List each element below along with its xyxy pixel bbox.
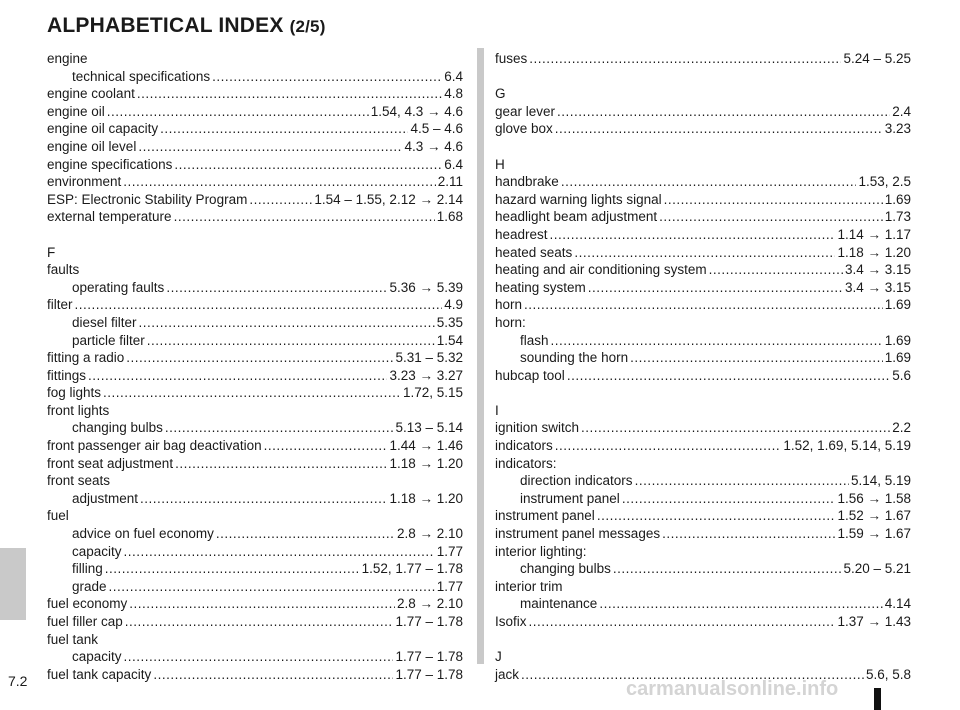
page-reference: 5.36 → 5.39	[389, 279, 463, 295]
index-entry	[495, 120, 911, 138]
leader-dots	[581, 419, 890, 437]
page-reference: 4.14	[884, 596, 911, 612]
leader-dots	[88, 367, 387, 385]
leader-dots	[249, 191, 312, 209]
entry-label: engine coolant	[47, 86, 135, 102]
leader-dots	[174, 156, 442, 174]
leader-dots	[664, 191, 883, 209]
page-title-part: (2/5)	[289, 17, 326, 36]
leader-dots	[139, 314, 435, 332]
entry-label: adjustment	[72, 490, 139, 506]
entry-label: direction indicators	[520, 473, 633, 489]
leader-dots	[166, 279, 387, 297]
leader-dots	[125, 613, 394, 631]
page-reference: 1.77	[436, 578, 463, 594]
index-entry	[47, 613, 463, 631]
leader-dots	[635, 472, 849, 490]
page-reference: 4.3 → 4.6	[404, 138, 463, 154]
index-subentry	[47, 560, 463, 578]
page-number: 7.2	[8, 673, 28, 689]
entry-label: technical specifications	[72, 68, 211, 84]
entry-label: fuel	[47, 508, 69, 524]
index-entry	[495, 314, 911, 332]
letter-heading: J	[495, 649, 502, 665]
page-reference: 5.6	[892, 367, 911, 383]
index-entry	[47, 666, 463, 684]
index-entry	[47, 472, 463, 490]
leader-dots	[551, 332, 883, 350]
index-entry	[495, 208, 911, 226]
entry-label: handbrake	[495, 174, 559, 190]
entry-label: hubcap tool	[495, 367, 565, 383]
leader-dots	[216, 525, 395, 543]
entry-label: headlight beam adjustment	[495, 209, 658, 225]
index-subentry	[495, 349, 911, 367]
letter-heading: F	[47, 244, 56, 260]
page-reference: 1.72, 5.15	[402, 385, 463, 401]
page-reference: 1.18 → 1.20	[389, 455, 463, 471]
spacer	[495, 384, 911, 402]
leader-dots	[129, 595, 395, 613]
index-entry	[47, 156, 463, 174]
entry-label: ignition switch	[495, 420, 580, 436]
index-entry	[47, 261, 463, 279]
page-reference: 2.4	[892, 103, 911, 119]
spacer	[47, 226, 463, 244]
entry-label: filling	[72, 561, 103, 577]
entry-label: capacity	[72, 649, 122, 665]
entry-label: horn	[495, 297, 523, 313]
leader-dots	[622, 490, 836, 508]
index-subentry	[47, 578, 463, 596]
leader-dots	[557, 103, 890, 121]
leader-dots	[174, 208, 435, 226]
leader-dots	[109, 578, 435, 596]
entry-label: glove box	[495, 121, 553, 137]
page-reference: 2.2	[892, 420, 911, 436]
entry-label: ESP: Electronic Stability Program	[47, 191, 248, 207]
index-subentry	[495, 490, 911, 508]
index-entry	[495, 261, 911, 279]
page-reference: 1.69	[884, 297, 911, 313]
entry-label: fuel economy	[47, 596, 128, 612]
index-entry	[47, 85, 463, 103]
leader-dots	[659, 208, 883, 226]
index-entry	[47, 455, 463, 473]
entry-label: sounding the horn	[520, 350, 629, 366]
entry-label: indicators:	[495, 455, 557, 471]
entry-label: diesel filter	[72, 314, 137, 330]
page-reference: 6.4	[444, 68, 463, 84]
entry-label: fuel filler cap	[47, 614, 123, 629]
index-entry	[47, 384, 463, 402]
page-reference: 4.8	[444, 86, 463, 102]
index-entry	[47, 50, 463, 68]
entry-label: engine specifications	[47, 156, 173, 172]
page-title	[47, 14, 326, 38]
leader-dots	[124, 648, 394, 666]
entry-label: fitting a radio	[47, 350, 125, 366]
leader-dots	[588, 279, 843, 297]
entry-label: engine	[47, 51, 88, 66]
page-reference: 1.68	[436, 209, 463, 225]
page-reference: 1.54, 4.3 → 4.6	[370, 103, 463, 119]
page-reference: 5.14, 5.19	[850, 473, 911, 489]
index-entry	[495, 578, 911, 596]
page-reference: 1.54	[436, 332, 463, 348]
index-entry	[495, 191, 911, 209]
index-entry	[47, 120, 463, 138]
index-subentry	[495, 332, 911, 350]
page-reference: 6.4	[444, 156, 463, 172]
index-column-left	[47, 50, 463, 683]
page-reference: 1.69	[884, 332, 911, 348]
page-reference: 1.37 → 1.43	[837, 614, 911, 629]
page-reference: 1.77 – 1.78	[395, 614, 463, 629]
entry-label: Isofix	[495, 614, 527, 629]
leader-dots	[555, 437, 782, 455]
leader-dots	[212, 68, 442, 86]
index-entry	[47, 349, 463, 367]
index-entry	[47, 437, 463, 455]
index-entry	[47, 173, 463, 191]
spacer	[495, 138, 911, 156]
index-subentry	[47, 68, 463, 86]
page-reference: 1.52 → 1.67	[837, 508, 911, 524]
entry-label: instrument panel	[520, 490, 620, 506]
page-reference: 1.14 → 1.17	[837, 226, 911, 242]
entry-label: fittings	[47, 367, 87, 383]
page-reference: 5.20 – 5.21	[843, 561, 911, 577]
page-reference: 3.23 → 3.27	[389, 367, 463, 383]
leader-dots	[574, 244, 835, 262]
entry-label: fuses	[495, 51, 528, 66]
leader-dots	[126, 349, 393, 367]
index-entry	[495, 419, 911, 437]
leader-dots	[123, 173, 435, 191]
entry-label: heated seats	[495, 244, 573, 260]
spacer	[495, 631, 911, 649]
leader-dots	[107, 103, 369, 121]
leader-dots	[550, 226, 836, 244]
index-entry	[47, 208, 463, 226]
index-entry	[495, 50, 911, 68]
index-entry	[495, 507, 911, 525]
page-reference: 2.11	[437, 174, 463, 190]
entry-label: external temperature	[47, 209, 172, 225]
leader-dots	[137, 85, 442, 103]
leader-dots	[597, 507, 836, 525]
index-subentry	[47, 490, 463, 508]
page-reference: 1.73	[884, 209, 911, 225]
index-entry	[495, 613, 911, 631]
leader-dots	[555, 120, 883, 138]
entry-label: heating system	[495, 279, 586, 295]
index-entry	[495, 173, 911, 191]
entry-label: instrument panel messages	[495, 526, 661, 542]
letter-heading: H	[495, 156, 505, 172]
entry-label: hazard warning lights signal	[495, 191, 662, 207]
entry-label: front passenger air bag deactivation	[47, 438, 262, 454]
page-reference: 1.53, 2.5	[858, 174, 911, 190]
entry-label: fuel tank	[47, 631, 99, 647]
index-entry	[47, 191, 463, 209]
page-reference: 2.8 → 2.10	[396, 596, 463, 612]
entry-label: grade	[72, 578, 107, 594]
entry-label: engine oil level	[47, 138, 137, 154]
index-subentry	[47, 648, 463, 666]
entry-label: horn:	[495, 314, 526, 330]
entry-label: advice on fuel economy	[72, 526, 214, 542]
entry-label: changing bulbs	[520, 561, 611, 577]
index-entry	[47, 631, 463, 649]
footer-watermark: carmanualsonline.info	[626, 678, 839, 700]
index-entry	[495, 437, 911, 455]
leader-dots	[160, 120, 408, 138]
leader-dots	[75, 296, 443, 314]
entry-label: gear lever	[495, 103, 556, 119]
entry-label: front seat adjustment	[47, 455, 174, 471]
page-reference: 1.56 → 1.58	[837, 490, 911, 506]
leader-dots	[567, 367, 890, 385]
leader-dots	[153, 666, 393, 684]
entry-label: interior lighting:	[495, 543, 587, 559]
page-reference: 5.6, 5.8	[865, 666, 911, 682]
page-reference: 1.69	[884, 191, 911, 207]
entry-label: engine oil	[47, 103, 105, 119]
leader-dots	[165, 419, 394, 437]
index-entry	[495, 279, 911, 297]
index-entry	[495, 244, 911, 262]
leader-dots	[147, 332, 435, 350]
page-reference: 4.9	[444, 297, 463, 313]
index-entry	[47, 367, 463, 385]
entry-label: interior trim	[495, 578, 563, 594]
leader-dots	[599, 595, 882, 613]
index-entry	[47, 507, 463, 525]
page-reference: 1.54 – 1.55, 2.12 → 2.14	[314, 191, 463, 207]
index-subentry	[47, 419, 463, 437]
page-reference: 3.23	[884, 121, 911, 137]
leader-dots	[138, 138, 402, 156]
page-reference: 1.77	[436, 543, 463, 559]
page-title-text: ALPHABETICAL INDEX	[47, 14, 284, 37]
leader-dots	[175, 455, 387, 473]
index-subentry	[495, 472, 911, 490]
page-reference: 3.4 → 3.15	[844, 262, 911, 278]
index-entry	[47, 103, 463, 121]
page-reference: 1.77 – 1.78	[395, 666, 463, 682]
entry-label: instrument panel	[495, 508, 595, 524]
page-reference: 1.18 → 1.20	[389, 490, 463, 506]
page-reference: 1.52, 1.69, 5.14, 5.19	[783, 438, 911, 454]
page-reference: 1.59 → 1.67	[837, 526, 911, 542]
entry-label: jack	[495, 666, 520, 682]
page-reference: 5.13 – 5.14	[395, 420, 463, 436]
leader-dots	[529, 50, 841, 68]
column-divider	[477, 48, 484, 664]
index-entry	[47, 138, 463, 156]
leader-dots	[103, 384, 401, 402]
page-reference: 1.77 – 1.78	[395, 649, 463, 665]
index-entry	[495, 367, 911, 385]
index-subentry	[47, 543, 463, 561]
index-entry	[47, 595, 463, 613]
entry-label: engine oil capacity	[47, 121, 159, 137]
index-column-right	[495, 50, 911, 683]
leader-dots	[124, 543, 435, 561]
index-entry	[495, 543, 911, 561]
leader-dots	[662, 525, 835, 543]
entry-label: headrest	[495, 226, 548, 242]
index-subentry	[47, 314, 463, 332]
index-entry	[495, 455, 911, 473]
index-subentry	[47, 332, 463, 350]
leader-dots	[613, 560, 842, 578]
index-subentry	[47, 525, 463, 543]
page-reference: 5.35	[436, 314, 463, 330]
leader-dots	[524, 296, 883, 314]
page-reference: 4.5 – 4.6	[410, 121, 463, 137]
index-entry	[47, 402, 463, 420]
entry-label: filter	[47, 297, 73, 313]
index-entry	[495, 296, 911, 314]
page-reference: 1.18 → 1.20	[837, 244, 911, 260]
index-entry	[495, 226, 911, 244]
entry-label: particle filter	[72, 332, 145, 348]
entry-label: capacity	[72, 543, 122, 559]
entry-label: fuel tank capacity	[47, 666, 152, 682]
entry-label: flash	[520, 332, 549, 348]
letter-heading: G	[495, 86, 506, 102]
index-entry	[495, 525, 911, 543]
section-tab-marker	[0, 548, 26, 620]
entry-label: fog lights	[47, 385, 102, 401]
entry-label: changing bulbs	[72, 420, 163, 436]
leader-dots	[105, 560, 360, 578]
entry-label: front seats	[47, 473, 111, 489]
entry-label: indicators	[495, 438, 553, 454]
page-reference: 5.24 – 5.25	[843, 51, 911, 66]
letter-heading: I	[495, 402, 499, 418]
entry-label: faults	[47, 262, 80, 278]
page-reference: 1.52, 1.77 – 1.78	[361, 561, 463, 577]
page-reference: 5.31 – 5.32	[395, 350, 463, 366]
index-subentry	[495, 595, 911, 613]
index-entry	[47, 296, 463, 314]
index-entry	[495, 103, 911, 121]
entry-label: heating and air conditioning system	[495, 262, 707, 278]
entry-label: maintenance	[520, 596, 598, 612]
page-reference: 1.44 → 1.46	[389, 438, 463, 454]
page-reference: 2.8 → 2.10	[396, 526, 463, 542]
leader-dots	[140, 490, 387, 508]
index-subentry	[47, 279, 463, 297]
spacer	[495, 68, 911, 86]
entry-label: operating faults	[72, 279, 165, 295]
page-reference: 3.4 → 3.15	[844, 279, 911, 295]
entry-label: front lights	[47, 402, 110, 418]
page-reference: 1.69	[884, 350, 911, 366]
leader-dots	[630, 349, 883, 367]
entry-label: environment	[47, 174, 122, 190]
leader-dots	[561, 173, 857, 191]
corner-marker	[874, 688, 881, 710]
leader-dots	[709, 261, 843, 279]
index-subentry	[495, 560, 911, 578]
leader-dots	[529, 613, 836, 631]
leader-dots	[264, 437, 388, 455]
